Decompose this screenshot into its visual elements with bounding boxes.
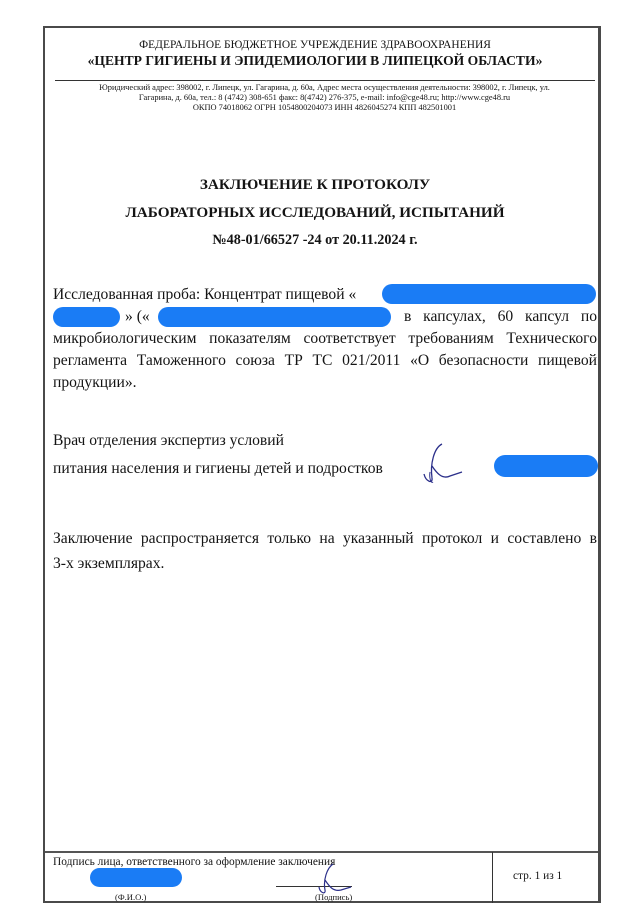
fio-caption: (Ф.И.О.) (115, 892, 147, 902)
sample-line3: микробиологическим показателям соответствует требованиям Технического (53, 330, 597, 347)
header-divider (55, 80, 595, 81)
sample-line2-suffix: в капсулах, 60 капсул по (404, 308, 597, 325)
sample-line4: регламента Таможенного союза ТР ТС 021/2011 «О безопасности пищевой (53, 352, 597, 369)
sample-line2-mid: » (« (125, 308, 150, 325)
registration-codes: ОКПО 74018062 ОГРН 1054800204073 ИНН 4826045274 КПП 482501001 (192, 103, 457, 112)
responsible-signature-label: Подпись лица, ответственного за оформление заключения (53, 856, 336, 868)
signatory-position-line1: Врач отделения экспертиз условий (53, 432, 284, 449)
document-title-line1: ЗАКЛЮЧЕНИЕ К ПРОТОКОЛУ (199, 176, 431, 193)
note-line2: 3-х экземплярах. (53, 555, 165, 572)
signatory-position-line2: питания населения и гигиены детей и подростков (53, 460, 383, 477)
footer-divider (45, 851, 598, 853)
redacted-product-name-cont (53, 307, 120, 327)
document-title-line2: ЛАБОРАТОРНЫХ ИССЛЕДОВАНИЙ, ИСПЫТАНИЙ (125, 204, 505, 221)
redacted-responsible-name (90, 868, 182, 887)
footer-column-divider (492, 852, 493, 903)
org-name-line1: ФЕДЕРАЛЬНОЕ БЮДЖЕТНОЕ УЧРЕЖДЕНИЕ ЗДРАВООХРАНЕНИЯ (139, 39, 491, 51)
signature-caption: (Подпись) (315, 892, 353, 902)
sample-line5: продукции». (53, 374, 137, 391)
redacted-product-alt-name (158, 307, 391, 327)
note-line1: Заключение распространяется только на указанный протокол и составлено в (53, 530, 597, 547)
address-line1: Юридический адрес: 398002, г. Липецк, ул. Гагарина, д. 60а, Адрес места осуществления деятельности: 398002, г. Липецк, ул. (99, 83, 550, 92)
address-line2: Гагарина, д. 60а, тел.: 8 (4742) 308-651 факс: 8(4742) 276-375, e-mail: info@cge48.ru; http://www.cge48.ru (138, 93, 511, 102)
redacted-signatory-name (494, 455, 598, 477)
org-name-line2: «ЦЕНТР ГИГИЕНЫ И ЭПИДЕМИОЛОГИИ В ЛИПЕЦКОЙ ОБЛАСТИ» (87, 53, 543, 68)
protocol-number: №48-01/66527 -24 от 20.11.2024 г. (212, 232, 418, 248)
sample-line1: Исследованная проба: Концентрат пищевой « (53, 286, 357, 303)
signature-icon (420, 442, 470, 488)
page-number: стр. 1 из 1 (513, 870, 563, 882)
redacted-product-name (382, 284, 596, 304)
